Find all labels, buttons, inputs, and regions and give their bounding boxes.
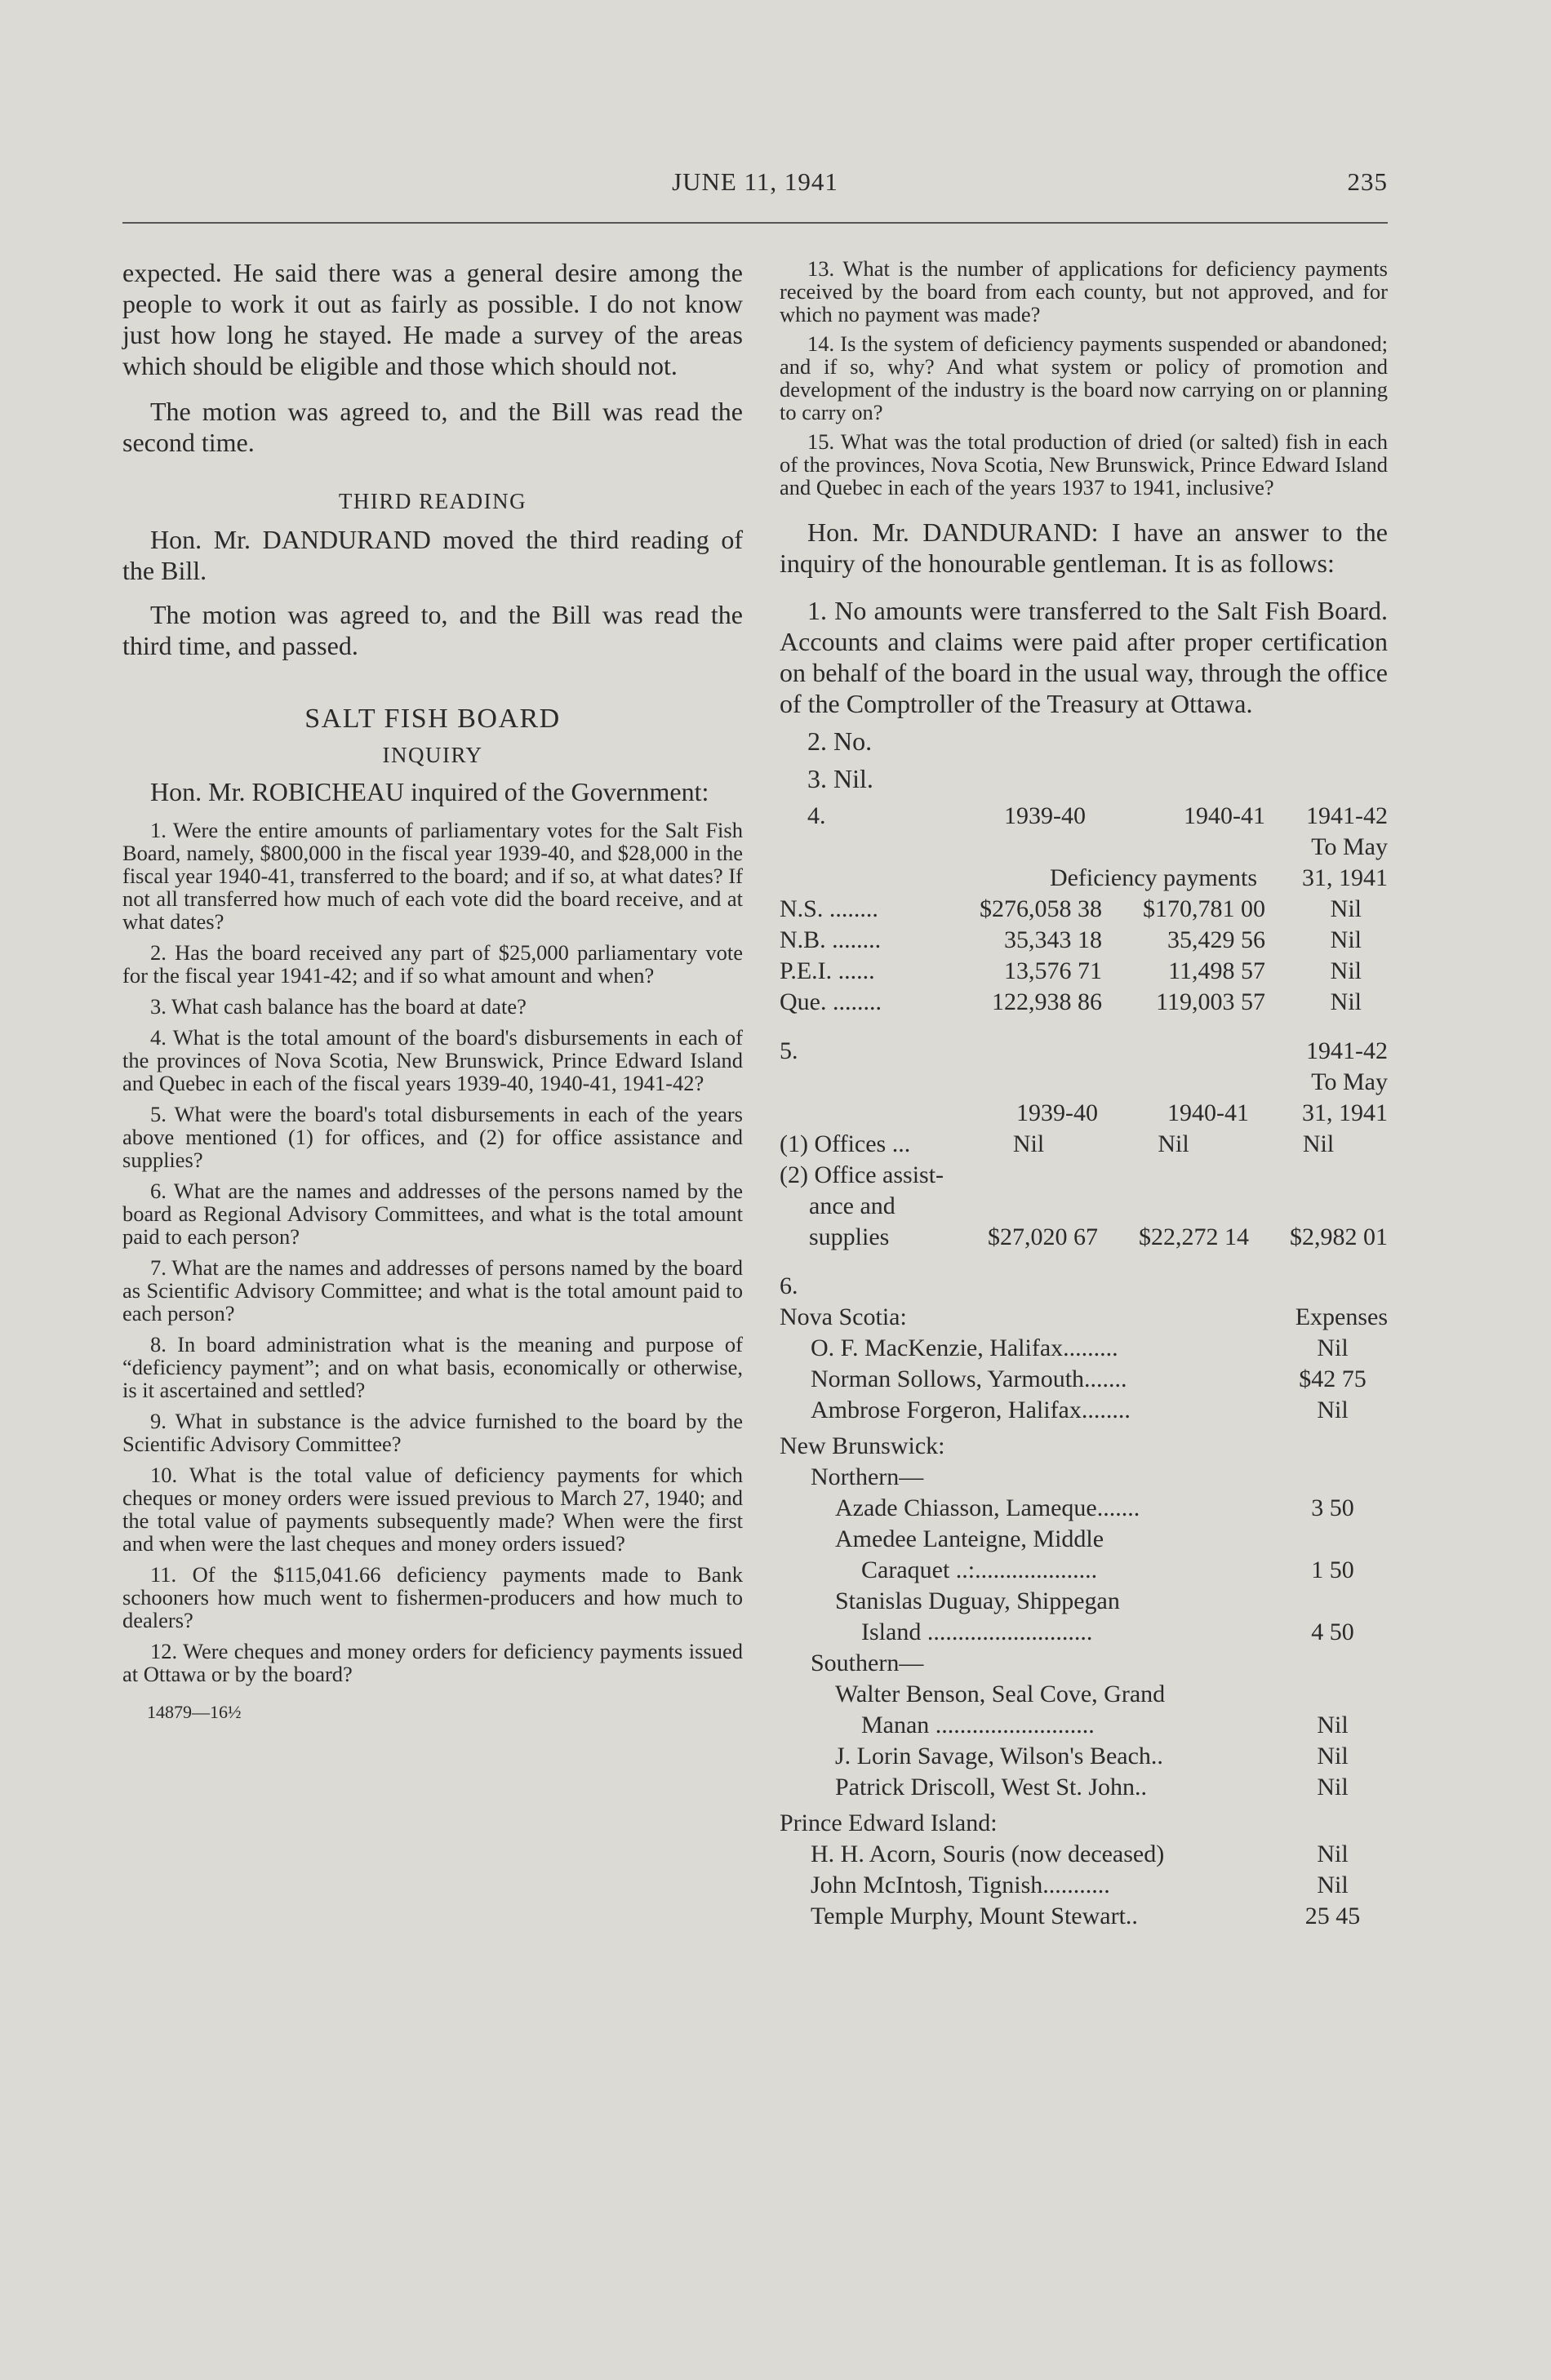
table-row <box>780 925 1388 956</box>
paragraph-robicheau: Hon. Mr. ROBICHEAU inquired of the Government: <box>150 777 709 806</box>
question-14: 14. Is the system of deficiency payments suspended or abandoned; and if so, why? And what system or policy of promotion and development of the industry is the board now carrying on or planning to carry on? <box>780 331 1388 424</box>
row-label-line: ance and <box>809 1192 895 1219</box>
t4-caption: Deficiency payments <box>1049 864 1257 891</box>
cell-1940: $22,272 14 <box>1139 1223 1249 1250</box>
cell-1941: Nil <box>1330 957 1362 984</box>
cell-1940: 11,498 57 <box>1168 957 1265 984</box>
table-row <box>780 1901 1388 1932</box>
cell-1939: $27,020 67 <box>988 1223 1098 1250</box>
row-label: N.B. ........ <box>780 926 882 953</box>
question-6: 6. What are the names and addresses of the persons named by the board as Regional Advisory Committees, and what is the total amount paid to each person? <box>122 1179 743 1249</box>
table-deficiency-payments <box>780 801 1388 1018</box>
t4-col3-header-c: 31, 1941 <box>1302 864 1388 891</box>
row-label: supplies <box>809 1223 890 1250</box>
member-amount: Nil <box>1317 1334 1349 1361</box>
table-row <box>780 1555 1388 1586</box>
section-title: SALT FISH BOARD <box>304 704 561 734</box>
region-northern: Northern— <box>811 1463 924 1490</box>
cell-1939: 13,576 71 <box>1004 957 1102 984</box>
paragraph-expected: expected. He said there was a general desire among the people to work it out as fairly as possible. I do not know just how long he stayed. He made a survey of the areas which should be eligible and those which should not. <box>122 258 743 380</box>
cell-1939: Nil <box>1012 1130 1045 1157</box>
question-3: 3. What cash balance has the board at date? <box>150 994 527 1019</box>
heading-third-reading: THIRD READING <box>338 489 527 513</box>
table-row <box>780 1333 1388 1364</box>
member-name: Norman Sollows, Yarmouth....... <box>811 1365 1127 1392</box>
table-disbursements <box>780 1036 1388 1253</box>
t5-col2-header: 1940-41 <box>1167 1099 1249 1126</box>
table-row <box>780 956 1388 987</box>
cell-1939: $276,058 38 <box>980 895 1102 922</box>
t5-col3-header-a: 1941-42 <box>1306 1037 1388 1064</box>
table-row <box>780 1772 1388 1803</box>
cell-1940: Nil <box>1158 1130 1189 1157</box>
cell-1940: $170,781 00 <box>1143 895 1265 922</box>
t5-col3-header-b: To May <box>1311 1068 1388 1095</box>
row-label: P.E.I. ...... <box>780 957 875 984</box>
province-new-brunswick: New Brunswick: <box>780 1432 945 1459</box>
member-name: Amedee Lanteigne, Middle <box>835 1525 1104 1552</box>
table-row <box>780 1870 1388 1901</box>
member-name: O. F. MacKenzie, Halifax......... <box>811 1334 1118 1361</box>
member-name: J. Lorin Savage, Wilson's Beach.. <box>835 1743 1163 1769</box>
question-8: 8. In board administration what is the meaning and purpose of “deficiency payment”; and on what basis, economically or otherwise, is it ascertained and settled? <box>122 1332 743 1402</box>
t4-col3-header-b: To May <box>1311 833 1388 860</box>
answer-3: 3. Nil. <box>807 764 873 793</box>
page-header <box>122 167 1388 208</box>
answer-4-label: 4. <box>807 802 826 829</box>
member-name-cont: Caraquet ..:.................... <box>861 1556 1098 1583</box>
member-amount: Nil <box>1317 1712 1349 1738</box>
member-name: H. H. Acorn, Souris (now deceased) <box>811 1841 1165 1867</box>
expenses-header: Expenses <box>1295 1303 1388 1330</box>
member-amount: 3 50 <box>1311 1494 1354 1521</box>
member-name: Azade Chiasson, Lameque....... <box>835 1494 1140 1521</box>
cell-1941: Nil <box>1302 1130 1335 1157</box>
right-column <box>780 257 1388 1932</box>
table-row <box>780 894 1388 925</box>
table-row <box>780 987 1388 1018</box>
table-row <box>780 1617 1388 1648</box>
province-pei: Prince Edward Island: <box>780 1809 998 1836</box>
section-subtitle: INQUIRY <box>382 743 483 767</box>
row-label-line: (2) Office assist- <box>780 1161 944 1188</box>
table-row <box>780 1710 1388 1741</box>
member-name: Temple Murphy, Mount Stewart.. <box>811 1903 1138 1929</box>
question-5: 5. What were the board's total disbursements in each of the years above mentioned (1) for offices, and (2) for office assistance and supplies? <box>122 1102 743 1172</box>
table-row <box>780 1222 1388 1253</box>
member-amount: 4 50 <box>1311 1618 1354 1645</box>
left-column <box>122 257 743 1723</box>
question-15: 15. What was the total production of dried (or salted) fish in each of the provinces, Nova Scotia, New Brunswick, Prince Edward Island and Quebec in each of the years 1937 to 1941, inclusive? <box>780 429 1388 500</box>
member-name: John McIntosh, Tignish........... <box>811 1872 1110 1898</box>
table-row <box>780 1839 1388 1870</box>
table-committee-expenses <box>780 1271 1388 1932</box>
question-list-left <box>122 819 743 1685</box>
answer-6-label: 6. <box>780 1272 798 1299</box>
cell-1940: 119,003 57 <box>1156 988 1265 1015</box>
row-label: Que. ........ <box>780 988 882 1015</box>
answer-5-label: 5. <box>780 1037 798 1064</box>
question-2: 2. Has the board received any part of $25,000 parliamentary vote for the fiscal year 1941-42; and if so what amount and when? <box>122 940 743 988</box>
member-amount: Nil <box>1317 1396 1349 1423</box>
member-amount: $42 75 <box>1299 1365 1367 1392</box>
cell-1941: Nil <box>1330 895 1362 922</box>
province-nova-scotia: Nova Scotia: <box>780 1303 907 1330</box>
question-13: 13. What is the number of applications for deficiency payments received by the board from each county, but not approved, and for which no payment was made? <box>780 256 1388 326</box>
answer-2: 2. No. <box>807 726 873 756</box>
t5-col3-header-c: 31, 1941 <box>1302 1099 1388 1126</box>
header-date: JUNE 11, 1941 <box>672 167 838 196</box>
member-amount: 1 50 <box>1311 1556 1354 1583</box>
paragraph-dandurand-moved: Hon. Mr. DANDURAND moved the third reading of the Bill. <box>122 525 743 585</box>
cell-1941: $2,982 01 <box>1290 1223 1388 1250</box>
question-list-right <box>780 257 1388 499</box>
question-4: 4. What is the total amount of the board's disbursements in each of the provinces of Nova Scotia, New Brunswick, Prince Edward Island and Quebec in each of the fiscal years 1939-40, 1940-41, 1941-42? <box>122 1025 743 1095</box>
member-name: Ambrose Forgeron, Halifax........ <box>811 1396 1131 1423</box>
member-name-cont: Manan .......................... <box>861 1712 1095 1738</box>
cell-1941: Nil <box>1330 926 1362 953</box>
print-footnote: 14879—16½ <box>147 1702 242 1722</box>
row-label: (1) Offices ... <box>780 1130 911 1157</box>
table-row <box>780 1741 1388 1772</box>
region-southern: Southern— <box>811 1650 924 1676</box>
table-row <box>780 1395 1388 1426</box>
member-amount: Nil <box>1317 1841 1349 1867</box>
member-amount: Nil <box>1317 1774 1349 1801</box>
member-amount: Nil <box>1317 1743 1349 1769</box>
t5-col1-header: 1939-40 <box>1016 1099 1098 1126</box>
member-name: Patrick Driscoll, West St. John.. <box>835 1774 1148 1801</box>
paragraph-dandurand-answer: Hon. Mr. DANDURAND: I have an answer to the inquiry of the honourable gentleman. It is as follows: <box>780 517 1388 578</box>
t4-col1-header: 1939-40 <box>1004 802 1086 829</box>
page-number: 235 <box>1347 167 1388 196</box>
header-rule <box>122 222 1388 224</box>
table-row <box>780 1493 1388 1524</box>
member-amount: Nil <box>1317 1872 1349 1898</box>
member-name-cont: Island ........................... <box>861 1618 1093 1645</box>
question-1: 1. Were the entire amounts of parliamentary votes for the Salt Fish Board, namely, $800,000 in the fiscal year 1939-40, and $28,000 in the fiscal year 1940-41, transferred to the board; and if so, at what dates? If not all transferred how much of each vote did the board receive, and at what dates? <box>122 818 743 934</box>
table-row <box>780 1129 1388 1160</box>
member-name: Walter Benson, Seal Cove, Grand <box>835 1681 1166 1707</box>
paragraph-motion-second: The motion was agreed to, and the Bill was read the second time. <box>122 397 743 457</box>
question-7: 7. What are the names and addresses of persons named by the board as Scientific Advisory Committee; and what is the total amount paid to each person? <box>122 1255 743 1325</box>
table-row <box>780 1364 1388 1395</box>
question-9: 9. What in substance is the advice furnished to the board by the Scientific Advisory Committee? <box>122 1409 743 1456</box>
question-11: 11. Of the $115,041.66 deficiency payments made to Bank schooners how much went to fishermen-producers and how much to dealers? <box>122 1562 743 1632</box>
member-amount: 25 45 <box>1304 1903 1361 1929</box>
question-10: 10. What is the total value of deficiency payments for which cheques or money orders were issued previous to March 27, 1940; and the total value of payments subsequently made? When were the first and when were the last cheques and money orders issued? <box>122 1463 743 1556</box>
answer-1: 1. No amounts were transferred to the Salt Fish Board. Accounts and claims were paid after proper certification on behalf of the board in the usual way, through the office of the Comptroller of the Treasury at Ottawa. <box>780 596 1388 718</box>
cell-1939: 122,938 86 <box>992 988 1102 1015</box>
row-label: N.S. ........ <box>780 895 878 922</box>
cell-1939: 35,343 18 <box>1004 926 1102 953</box>
cell-1941: Nil <box>1330 988 1362 1015</box>
member-name: Stanislas Duguay, Shippegan <box>835 1587 1120 1614</box>
paragraph-motion-third: The motion was agreed to, and the Bill was read the third time, and passed. <box>122 600 743 660</box>
t4-col2-header: 1940-41 <box>1184 802 1265 829</box>
t4-col3-header: 1941-42 <box>1306 802 1388 829</box>
cell-1940: 35,429 56 <box>1167 926 1265 953</box>
question-12: 12. Were cheques and money orders for deficiency payments issued at Ottawa or by the board? <box>122 1639 743 1686</box>
